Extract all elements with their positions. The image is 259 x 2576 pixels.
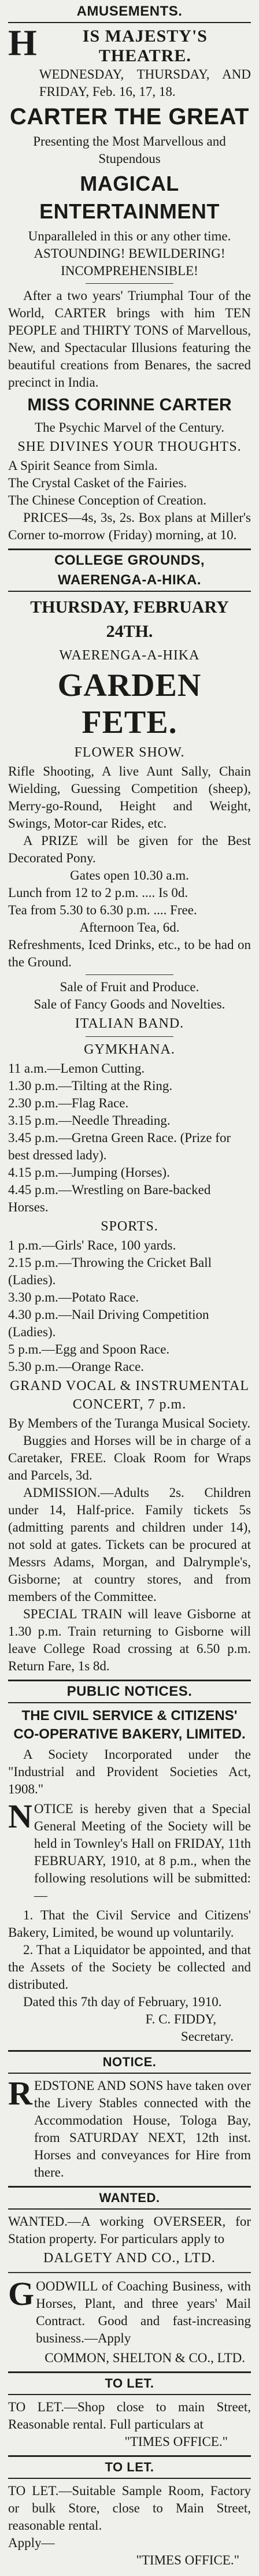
schedule-time: 1 p.m. xyxy=(8,1238,42,1252)
unparalleled-line: Unparalleled in this or any other time. xyxy=(28,229,231,243)
divider xyxy=(8,2272,251,2273)
schedule-time: 5.30 p.m. xyxy=(8,1359,58,1374)
schedule-row xyxy=(8,1095,251,1112)
fete-tea: Tea from 5.30 to 6.30 p.m. .... Free. xyxy=(8,903,197,917)
schedule-row xyxy=(8,1237,251,1254)
theatre-dropcap: H xyxy=(8,22,37,63)
newspaper-column xyxy=(0,1,259,2576)
fete-admission: ADMISSION.—Adults 2s. Children under 14, Half-price. Family tickets 5s (admitting parents and children under 14), not sold at gates. Tickets can be procured at Messrs Adams, Morgan, and Dalrymple's, Gisborne; at country stores, and from members of the Committee. xyxy=(8,1485,251,1604)
schedule-row xyxy=(8,1341,251,1358)
divines-thoughts: SHE DIVINES YOUR THOUGHTS. xyxy=(17,439,242,454)
schedule-row xyxy=(8,1060,251,1077)
signatory-title: Secretary. xyxy=(180,2029,234,2044)
schedule-event: —Egg and Spoon Race. xyxy=(42,1342,170,1356)
show-items xyxy=(8,457,251,509)
sports-schedule xyxy=(8,1237,251,1376)
schedule-row xyxy=(8,1164,251,1181)
fete-band: ITALIAN BAND. xyxy=(75,1016,184,1031)
schedule-event: —Wrestling on Bare-backed Horses. xyxy=(8,1183,211,1214)
list-item: The Crystal Casket of the Fairies. xyxy=(8,476,187,490)
fete-lunch: Lunch from 12 to 2 p.m. .... Is 0d. xyxy=(8,885,188,900)
astounding-line: ASTOUNDING! BEWILDERING! INCOMPREHENSIBLE! xyxy=(34,246,225,278)
garden-fete-title: GARDEN FETE. xyxy=(57,668,202,740)
theatre-title-block xyxy=(8,22,251,101)
schedule-time: 3.45 p.m. xyxy=(8,1131,58,1145)
schedule-time: 5 p.m. xyxy=(8,1342,42,1356)
schedule-time: 4.45 p.m. xyxy=(8,1183,58,1197)
schedule-time: 4.15 p.m. xyxy=(8,1165,58,1180)
divider xyxy=(86,1036,173,1037)
magical-entertainment: MAGICAL ENTERTAINMENT xyxy=(39,172,220,223)
goodwill-dropcap: G xyxy=(8,2275,35,2312)
bakery-title: THE CIVIL SERVICE & CITIZENS' CO-OPERATIVE BAKERY, LIMITED. xyxy=(13,1708,246,1742)
presenting-line: Presenting the Most Marvellous and Stupendous xyxy=(33,134,226,166)
fete-place: WAERENGA-A-HIKA xyxy=(59,648,200,663)
redstone-dropcap: R xyxy=(8,2074,32,2112)
schedule-event: —Lemon Cutting. xyxy=(47,1061,145,1076)
wanted-text: WANTED.—A working OVERSEER, for Station property. For particulars apply to xyxy=(8,2214,251,2246)
prices-paragraph: PRICES—4s, 3s, 2s. Box plans at Miller's Corner to-morrow (Friday) morning, at 10. xyxy=(8,510,251,542)
schedule-row xyxy=(8,1289,251,1306)
psychic-marvel: The Psychic Marvel of the Century. xyxy=(34,420,225,435)
schedule-time: 2.15 p.m. xyxy=(8,1255,58,1270)
schedule-event: —Orange Race. xyxy=(58,1359,145,1374)
notice-text: OTICE is hereby given that a Special General Meeting of the Society will be held in Townley's Hall on FRIDAY, 11th FEBRUARY, 1910, at 8 p.m., when the following resolutions will be submitted:— xyxy=(34,1802,251,1903)
to-let-header-2: TO LET. xyxy=(8,2455,251,2479)
to-let-room-apply: Apply— xyxy=(8,2536,55,2550)
carter-the-great: CARTER THE GREAT xyxy=(10,104,249,129)
schedule-row xyxy=(8,1254,251,1289)
schedule-row xyxy=(8,1077,251,1095)
fete-attractions: Rifle Shooting, A live Aunt Sally, Chain Wielding, Guessing Competition (sheep), Merry-go-Round, Height and Weight, Swings, Motor-car Rides, etc. xyxy=(8,764,251,831)
schedule-event: —Flag Race. xyxy=(58,1096,129,1110)
schedule-time: 11 a.m. xyxy=(8,1061,47,1076)
flower-show: FLOWER SHOW. xyxy=(74,745,185,760)
schedule-event: —Nail Driving Competition (Ladies). xyxy=(8,1307,209,1339)
redstone-notice xyxy=(8,2074,251,2181)
concert-society: By Members of the Turanga Musical Society. xyxy=(8,1416,251,1430)
to-let-header: TO LET. xyxy=(8,2371,251,2395)
schedule-time: 3.30 p.m. xyxy=(8,1290,58,1304)
fete-date: THURSDAY, FEBRUARY 24TH. xyxy=(30,598,229,641)
amusements-header: AMUSEMENTS. xyxy=(8,1,251,23)
sports-title: SPORTS. xyxy=(101,1219,158,1234)
theatre-title: IS MAJESTY'S THEATRE. xyxy=(82,27,208,65)
resolution-1: 1. That the Civil Service and Citizens' Bakery, Limited, be wound up voluntarily. xyxy=(8,1908,251,1940)
tour-paragraph: After a two years' Triumphal Tour of the World, CARTER brings with him TEN PEOPLE and THIRTY TONS of Marvellous, New, and Spectacular Illusions featuring the beautiful creations from Benares, the sacred precinct in India. xyxy=(8,288,251,390)
schedule-time: 2.30 p.m. xyxy=(8,1096,58,1110)
to-let-shop-office: "TIMES OFFICE." xyxy=(124,2434,228,2449)
fete-train: SPECIAL TRAIN will leave Gisborne at 1.30 p.m. Train returning to Gisborne will leave College Road crossing at 6.50 p.m. Return Fare, 1s 8d. xyxy=(8,1607,251,1673)
gymkhana-schedule xyxy=(8,1060,251,1216)
list-item: The Chinese Conception of Creation. xyxy=(8,493,207,507)
fete-buggies: Buggies and Horses will be in charge of a Caretaker, FREE. Cloak Room for Wraps and Parcels, 3d. xyxy=(8,1433,251,1482)
society-act: A Society Incorporated under the "Industrial and Provident Societies Act, 1908." xyxy=(8,1747,251,1796)
fete-afternoon-tea: Afternoon Tea, 6d. xyxy=(79,920,180,935)
divider xyxy=(86,974,173,975)
gymkhana-title: GYMKHANA. xyxy=(84,1042,175,1057)
to-let-room-text: TO LET.—Suitable Sample Room, Factory or bulk Store, close to Main Street, reasonable rental. xyxy=(8,2484,251,2533)
schedule-time: 1.30 p.m. xyxy=(8,1078,58,1093)
wanted-firm: DALGETY AND CO., LTD. xyxy=(43,2251,216,2266)
notice-dropcap: N xyxy=(8,1797,32,1835)
schedule-row xyxy=(8,1129,251,1164)
signatory: F. C. FIDDY, xyxy=(145,2012,216,2026)
schedule-row xyxy=(8,1112,251,1129)
resolution-2: 2. That a Liquidator be appointed, and that the Assets of the Society be collected and distributed. xyxy=(8,1943,251,1992)
schedule-event: —Gretna Green Race. (Prize for best dressed lady). xyxy=(8,1131,231,1162)
fete-header: COLLEGE GROUNDS, WAERENGA-A-HIKA. xyxy=(8,548,251,592)
schedule-time: 3.15 p.m. xyxy=(8,1113,58,1128)
schedule-row xyxy=(8,1306,251,1341)
corinne-carter: MISS CORINNE CARTER xyxy=(27,395,232,414)
goodwill-text: OODWILL of Coaching Business, with Horses, Plant, and three years' Mail Contract. Good and fast-increasing business.—Apply xyxy=(36,2279,251,2345)
fete-refreshments: Refreshments, Iced Drinks, etc., to be had on the Ground. xyxy=(8,937,251,969)
schedule-event: —Jumping (Horses). xyxy=(58,1165,170,1180)
schedule-event: —Throwing the Cricket Ball (Ladies). xyxy=(8,1255,212,1287)
schedule-event: —Needle Threading. xyxy=(58,1113,171,1128)
fete-sale-fancy: Sale of Fancy Goods and Novelties. xyxy=(34,997,225,1011)
fete-sale-fruit: Sale of Fruit and Produce. xyxy=(60,980,199,994)
schedule-event: —Girls' Race, 100 yards. xyxy=(42,1238,176,1252)
notice-meeting xyxy=(8,1797,251,1904)
goodwill-ad xyxy=(8,2275,251,2347)
theatre-dates: WEDNESDAY, THURSDAY, AND FRIDAY, Feb. 16, 17, 18. xyxy=(39,67,251,99)
fete-gates: Gates open 10.30 a.m. xyxy=(70,868,189,883)
divider xyxy=(86,283,173,284)
schedule-time: 4.30 p.m. xyxy=(8,1307,58,1322)
list-item: A Spirit Seance from Simla. xyxy=(8,458,158,473)
wanted-header: WANTED. xyxy=(8,2186,251,2210)
to-let-shop-text: TO LET.—Shop close to main Street, Reasonable rental. Full particulars at xyxy=(8,2400,251,2432)
schedule-event: —Potato Race. xyxy=(58,1290,139,1304)
redstone-text: EDSTONE AND SONS have taken over the Livery Stables connected with the Accommodation House, Tologa Bay, from SATURDAY NEXT, 12th inst. Horses and conveyances for Hire from there. xyxy=(34,2078,251,2180)
schedule-row xyxy=(8,1358,251,1376)
to-let-room-office: "TIMES OFFICE." xyxy=(136,2553,239,2567)
concert-heading: GRAND VOCAL & INSTRUMENTAL CONCERT, 7 p.m. xyxy=(9,1378,250,1412)
notice-header: NOTICE. xyxy=(8,2050,251,2074)
public-notices-header: PUBLIC NOTICES. xyxy=(8,1680,251,1703)
fete-prize: A PRIZE will be given for the Best Decorated Pony. xyxy=(8,833,251,865)
goodwill-firm: COMMON, SHELTON & CO., LTD. xyxy=(45,2351,245,2365)
schedule-row xyxy=(8,1181,251,1216)
schedule-event: —Tilting at the Ring. xyxy=(58,1078,173,1093)
dated-line: Dated this 7th day of February, 1910. xyxy=(23,1995,222,2009)
